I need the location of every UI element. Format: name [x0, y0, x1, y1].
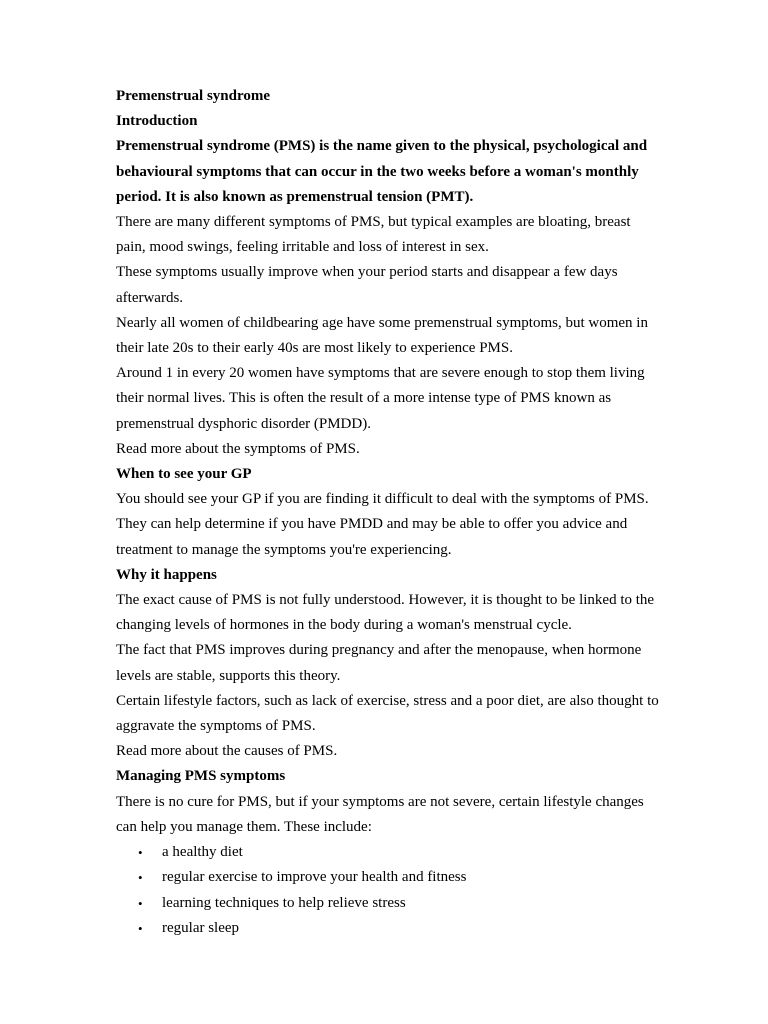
list-item	[116, 865, 661, 890]
paragraph: Nearly all women of childbearing age have some premenstrual symptoms, but women in their late 20s to their early 40s are most likely to experience PMS.	[116, 314, 648, 357]
list-item	[116, 840, 661, 865]
list-item-text: learning techniques to help relieve stress	[162, 894, 406, 911]
section-heading-when-to-see-gp: When to see your GP	[116, 466, 252, 483]
paragraph: These symptoms usually improve when your period starts and disappear a few days afterwards.	[116, 264, 618, 306]
list-item-text: a healthy diet	[162, 844, 243, 861]
list-item	[116, 891, 661, 916]
paragraph: Read more about the symptoms of PMS.	[116, 440, 360, 457]
paragraph: Certain lifestyle factors, such as lack of exercise, stress and a poor diet, are also thought to aggravate the symptoms of PMS.	[116, 692, 659, 735]
bullet-icon: •	[138, 920, 143, 936]
section-heading-managing-symptoms: Managing PMS symptoms	[116, 768, 286, 785]
paragraph: The exact cause of PMS is not fully understood. However, it is thought to be linked to the changing levels of hormones in the body during a woman's menstrual cycle.	[116, 592, 655, 634]
lifestyle-changes-list	[116, 840, 661, 941]
paragraph: There are many different symptoms of PMS, but typical examples are bloating, breast pain, mood swings, feeling irritable and loss of interest in sex.	[116, 214, 631, 256]
paragraph: The fact that PMS improves during pregnancy and after the menopause, when hormone levels are stable, supports this theory.	[116, 642, 642, 684]
list-item-text: regular exercise to improve your health and fitness	[162, 869, 467, 886]
section-heading-why-it-happens: Why it happens	[116, 566, 217, 583]
paragraph: Around 1 in every 20 women have symptoms that are severe enough to stop them living their normal lives. This is often the result of a more intense type of PMS known as premenstrual dysphoric disorder (PMDD).	[116, 365, 645, 432]
paragraph: Read more about the causes of PMS.	[116, 743, 338, 760]
document-title: Premenstrual syndrome	[116, 88, 271, 104]
section-heading-introduction: Introduction	[116, 113, 198, 130]
intro-lead-paragraph: Premenstrual syndrome (PMS) is the name given to the physical, psychological and behavioural symptoms that can occur in the two weeks before a woman's monthly period. It is also known as premenstrual tension (PMT).	[116, 138, 648, 205]
list-item-text: regular sleep	[162, 919, 240, 936]
document-body	[116, 84, 661, 941]
bullet-icon: •	[138, 870, 143, 886]
paragraph: There is no cure for PMS, but if your symptoms are not severe, certain lifestyle changes can help you manage them. These include:	[116, 793, 644, 835]
list-item	[116, 916, 661, 941]
bullet-icon: •	[138, 845, 143, 861]
paragraph: You should see your GP if you are finding it difficult to deal with the symptoms of PMS. They can help determine if you have PMDD and may be able to offer you advice and treatment to manage the symptoms you're experiencing.	[116, 491, 649, 558]
bullet-icon: •	[138, 895, 143, 911]
